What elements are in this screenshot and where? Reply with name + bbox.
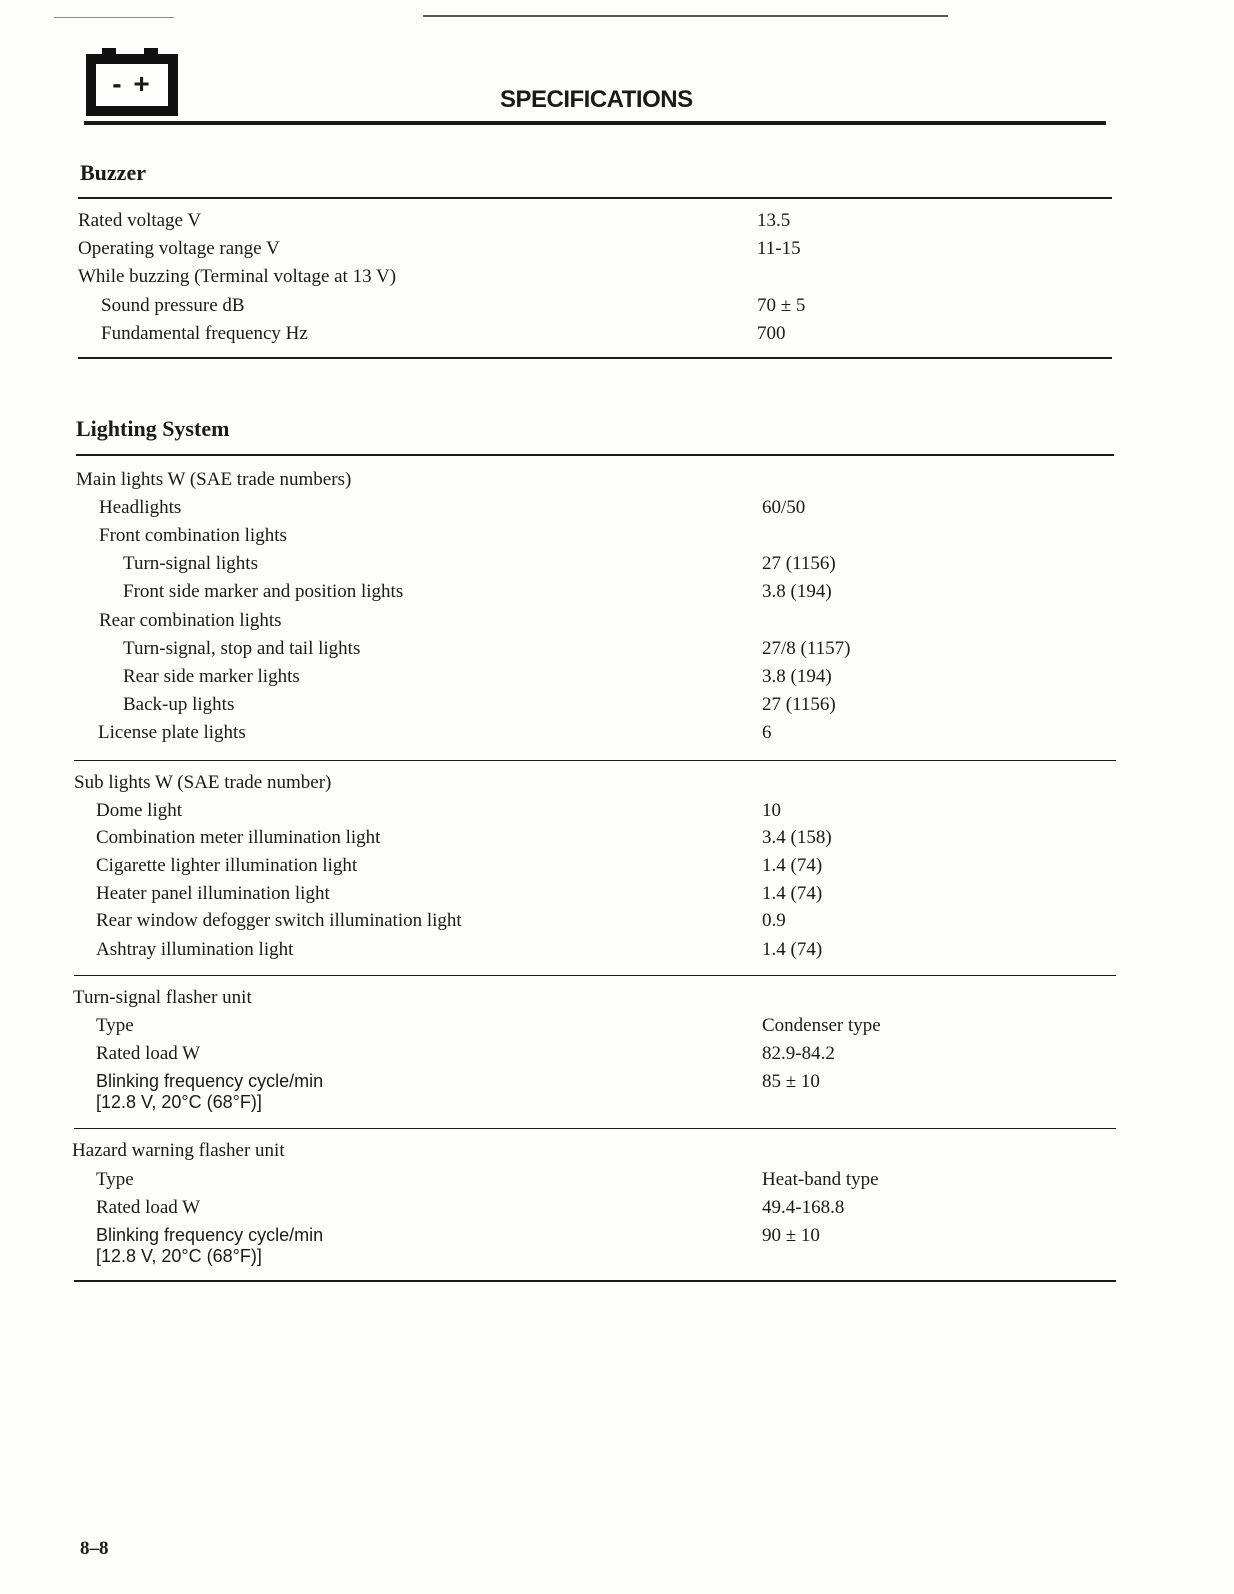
main-lights-label: Front side marker and position lights bbox=[123, 581, 404, 602]
sub-lights-value: 1.4 (74) bbox=[762, 855, 823, 876]
main-lights-label: Back-up lights bbox=[123, 694, 235, 715]
buzzer-value: 13.5 bbox=[757, 210, 791, 231]
page-number: 8–8 bbox=[80, 1538, 109, 1559]
buzzer-bottom-rule bbox=[78, 357, 1112, 359]
sub-lights-label: Heater panel illumination light bbox=[96, 883, 330, 904]
turn-flasher-value: 85 ± 10 bbox=[762, 1071, 820, 1092]
main-lights-value: 27 (1156) bbox=[762, 694, 836, 715]
buzzer-value: 11-15 bbox=[757, 238, 801, 259]
main-lights-label: Main lights W (SAE trade numbers) bbox=[76, 469, 352, 490]
buzzer-label: Rated voltage V bbox=[78, 210, 202, 231]
buzzer-label: Operating voltage range V bbox=[78, 238, 280, 259]
buzzer-value: 700 bbox=[757, 323, 786, 344]
top-rule-left bbox=[54, 17, 174, 18]
sub-lights-label: Dome light bbox=[96, 800, 183, 821]
main-lights-value: 60/50 bbox=[762, 497, 806, 518]
main-lights-value: 27/8 (1157) bbox=[762, 638, 851, 659]
turn-flasher-label: Turn-signal flasher unit bbox=[73, 987, 252, 1008]
main-lights-label: Rear side marker lights bbox=[123, 666, 300, 687]
hazard-flasher-value: 90 ± 10 bbox=[762, 1225, 820, 1246]
sub-lights-label: Sub lights W (SAE trade number) bbox=[74, 772, 332, 793]
turn-flasher-value: 82.9-84.2 bbox=[762, 1043, 835, 1064]
turn-flasher-label: Blinking frequency cycle/min bbox=[96, 1071, 324, 1091]
main-lights-rule bbox=[74, 760, 1116, 761]
sub-lights-value: 1.4 (74) bbox=[762, 939, 823, 960]
sub-lights-value: 1.4 (74) bbox=[762, 883, 823, 904]
main-lights-label: Front combination lights bbox=[99, 525, 287, 546]
sub-lights-rule bbox=[74, 975, 1116, 976]
buzzer-top-rule bbox=[78, 197, 1112, 199]
lighting-bottom-rule bbox=[74, 1280, 1116, 1282]
main-lights-label: Headlights bbox=[99, 497, 182, 518]
main-lights-label: Turn-signal lights bbox=[123, 553, 258, 574]
top-rule-right bbox=[423, 15, 948, 17]
turn-flasher-label: Rated load W bbox=[96, 1043, 201, 1064]
main-lights-label: License plate lights bbox=[98, 722, 246, 743]
battery-icon bbox=[86, 54, 178, 116]
main-lights-label: Turn-signal, stop and tail lights bbox=[123, 638, 361, 659]
main-lights-value: 3.8 (194) bbox=[762, 666, 832, 687]
hazard-flasher-label: Blinking frequency cycle/min bbox=[96, 1225, 324, 1245]
turn-flasher-rule bbox=[74, 1128, 1116, 1129]
sub-lights-value: 10 bbox=[762, 800, 781, 821]
buzzer-title: Buzzer bbox=[80, 160, 146, 185]
lighting-title: Lighting System bbox=[76, 416, 230, 441]
hazard-flasher-label: Type bbox=[96, 1169, 134, 1190]
main-lights-label: Rear combination lights bbox=[99, 610, 282, 631]
sub-lights-label: Cigarette lighter illumination light bbox=[96, 855, 358, 876]
sub-lights-value: 3.4 (158) bbox=[762, 827, 832, 848]
turn-flasher-label: [12.8 V, 20°C (68°F)] bbox=[96, 1092, 262, 1112]
hazard-flasher-label: Hazard warning flasher unit bbox=[72, 1140, 285, 1161]
sub-lights-label: Rear window defogger switch illumination light bbox=[96, 910, 462, 931]
buzzer-value: 70 ± 5 bbox=[757, 295, 806, 316]
main-lights-value: 27 (1156) bbox=[762, 553, 836, 574]
turn-flasher-label: Type bbox=[96, 1015, 134, 1036]
hazard-flasher-value: Heat-band type bbox=[762, 1169, 879, 1190]
sub-lights-value: 0.9 bbox=[762, 910, 786, 931]
header-rule bbox=[84, 121, 1106, 125]
hazard-flasher-value: 49.4-168.8 bbox=[762, 1197, 845, 1218]
buzzer-label: Fundamental frequency Hz bbox=[101, 323, 308, 344]
sub-lights-label: Ashtray illumination light bbox=[96, 939, 294, 960]
hazard-flasher-label: Rated load W bbox=[96, 1197, 201, 1218]
main-lights-value: 6 bbox=[762, 722, 772, 743]
main-lights-value: 3.8 (194) bbox=[762, 581, 832, 602]
buzzer-label: Sound pressure dB bbox=[101, 295, 245, 316]
sub-lights-label: Combination meter illumination light bbox=[96, 827, 381, 848]
turn-flasher-value: Condenser type bbox=[762, 1015, 881, 1036]
page-title: SPECIFICATIONS bbox=[500, 86, 693, 113]
lighting-top-rule bbox=[76, 454, 1114, 456]
hazard-flasher-label: [12.8 V, 20°C (68°F)] bbox=[96, 1246, 262, 1266]
battery-icon-text: - + bbox=[96, 64, 168, 106]
buzzer-label: While buzzing (Terminal voltage at 13 V) bbox=[78, 266, 397, 287]
